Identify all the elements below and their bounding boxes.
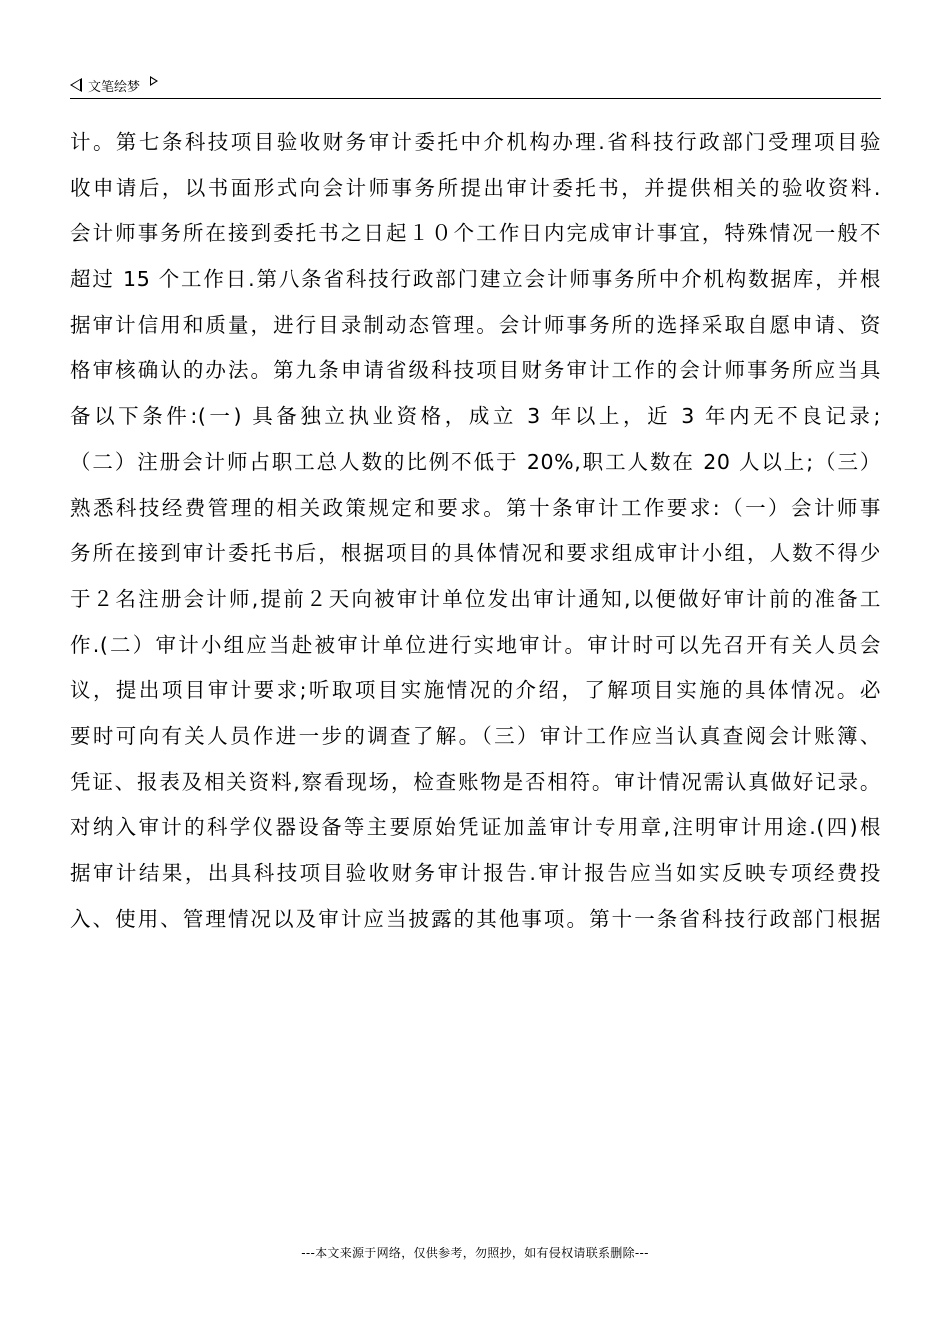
body-line: 备以下条件:(一) 具备独立执业资格，成立 3 年以上，近 3 年内无不良记录; bbox=[70, 404, 881, 429]
document-body bbox=[70, 120, 881, 942]
body-line: 据审计结果，出具科技项目验收财务审计报告.审计报告应当如实反映专项经费投 bbox=[70, 861, 881, 885]
body-line: 作.(二）审计小组应当赴被审计单位进行实地审计。审计时可以先召开有关人员会 bbox=[70, 632, 881, 657]
body-line: 计。第七条科技项目验收财务审计委托中介机构办理.省科技行政部门受理项目验 bbox=[70, 130, 881, 154]
body-line: 要时可向有关人员作进一步的调查了解。（三）审计工作应当认真查阅会计账簿、 bbox=[70, 723, 881, 748]
right-triangle-icon bbox=[150, 76, 158, 86]
body-line: 格审核确认的办法。第九条申请省级科技项目财务审计工作的会计师事务所应当具 bbox=[70, 358, 881, 383]
body-line: 议，提出项目审计要求;听取项目实施情况的介绍，了解项目实施的具体情况。必 bbox=[70, 678, 881, 703]
body-line: 会计师事务所在接到委托书之日起１０个工作日内完成审计事宜，特殊情况一般不 bbox=[70, 221, 881, 246]
body-line: 于２名注册会计师,提前２天向被审计单位发出审计通知,以便做好审计前的准备工 bbox=[70, 586, 881, 611]
body-line: 务所在接到审计委托书后，根据项目的具体情况和要求组成审计小组，人数不得少 bbox=[70, 541, 881, 566]
body-line: 据审计信用和质量，进行目录制动态管理。会计师事务所的选择采取自愿申请、资 bbox=[70, 312, 881, 337]
left-triangle-icon bbox=[70, 78, 82, 92]
header-divider bbox=[70, 98, 881, 99]
body-line: 熟悉科技经费管理的相关政策规定和要求。第十条审计工作要求:（一）会计师事 bbox=[70, 495, 881, 520]
footer-notice: ---本文来源于网络，仅供参考，勿照抄，如有侵权请联系删除--- bbox=[301, 1246, 649, 1260]
body-line: 对纳入审计的科学仪器设备等主要原始凭证加盖审计专用章,注明审计用途.(四)根 bbox=[70, 815, 881, 840]
body-line: （二）注册会计师占职工总人数的比例不低于 20%,职工人数在 20 人以上;（三） bbox=[70, 449, 881, 474]
header-brand: 文笔绘梦 bbox=[88, 79, 141, 95]
page-header bbox=[70, 74, 158, 96]
body-line: 收申请后，以书面形式向会计师事务所提出审计委托书，并提供相关的验收资料. bbox=[70, 175, 881, 200]
body-line: 凭证、报表及相关资料,察看现场，检查账物是否相符。审计情况需认真做好记录。 bbox=[70, 769, 881, 794]
body-line: 超过 15 个工作日.第八条省科技行政部门建立会计师事务所中介机构数据库，并根 bbox=[70, 267, 881, 292]
body-line: 入、使用、管理情况以及审计应当披露的其他事项。第十一条省科技行政部门根据 bbox=[70, 906, 881, 931]
